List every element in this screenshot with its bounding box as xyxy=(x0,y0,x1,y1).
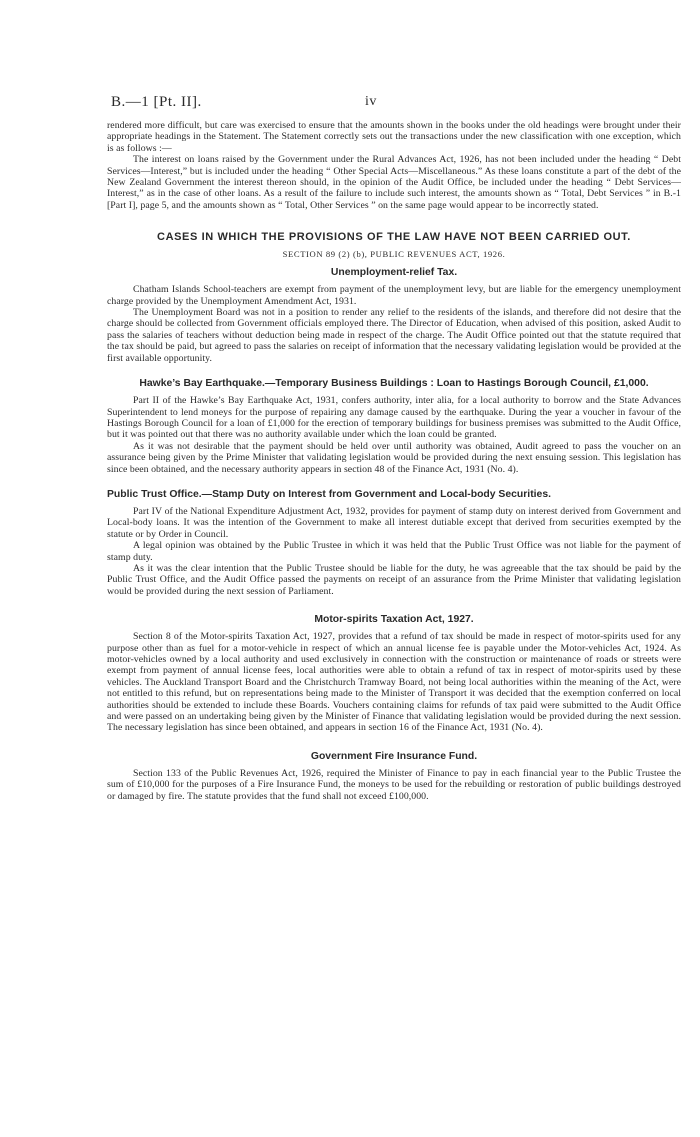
hawkes-bay-paragraph-2: As it was not desirable that the payment should be held over until authority was obtained, Audit agreed to pass the voucher on an assurance being given by the Prime Minister that validating legislation would be provided during the next ensuing session. This legislation has since been obtained, and the necessary authority appears in section 48 of the Finance Act, 1931 (No. 4). xyxy=(107,440,681,475)
heading-motor-spirits-taxation: Motor-spirits Taxation Act, 1927. xyxy=(314,614,474,626)
unemployment-paragraph-2: The Unemployment Board was not in a position to render any relief to the residents of the islands, and therefore did not desire that the charge should be collected from Government officials employed there. The Director of Education, when advised of this position, asked Audit to pass the salaries of teachers without deduction being made in respect of the charge. The Audit Office pointed out that the statute required that the tax should be paid, but agreed to pass the salaries on receipt of information that the necessary validating legislation would be provided at the first available opportunity. xyxy=(107,307,681,364)
public-trust-paragraph-1: Part IV of the National Expenditure Adjustment Act, 1932, provides for payment of stamp duty on interest derived from Government and Local-body loans. It was the intention of the Government to make all interest dutiable except that derived from securities exempted by the statute or by Order in Council. xyxy=(107,505,681,540)
intro-paragraph-2: The interest on loans raised by the Government under the Rural Advances Act, 1926, has not been included under the heading “ Debt Services—Interest,” but is included under the heading “ Other Special Acts—Miscellaneous.” As these loans constitute a part of the debt of the New Zealand Government the interest thereon should, in the opinion of the Audit Office, be included under the heading “ Debt Services—Interest,” as in the case of other loans. As a result of the failure to include such interest, the amounts shown as “ Total, Debt Services ” in B.-1 [Part I], page 5, and the amounts shown as “ Total, Other Services ” on the same page would appear to be incorrectly stated. xyxy=(107,154,681,211)
motor-spirits-paragraph-1: Section 8 of the Motor-spirits Taxation Act, 1927, provides that a refund of tax should be made in respect of motor-spirits used for any purpose other than as fuel for a motor-vehicle in respect of which an annual license fee is payable under the Motor-vehicles Act, 1924. As motor-vehicles owned by a local authority and used exclusively in connection with the construction or maintenance of roads or streets were exempt from payment of annual license fees, local authorities were able to obtain a refund of tax in respect of motor-spirits used by these vehicles. The Auckland Transport Board and the Christchurch Tramway Board, not being local authorities within the meaning of the Act, were not entitled to this refund, but on representations being made to the Minister of Transport it was decided that the exemption conferred on local authorities should be extended to include these Boards. Vouchers containing claims for refunds of tax paid were submitted to the Audit Office and were passed on an undertaking being given by the Minister of Finance that validating legislation would be provided during the next session. The necessary legislation has since been obtained, and appears in section 16 of the Finance Act, 1931 (No. 4). xyxy=(107,631,681,734)
page-header xyxy=(107,94,681,120)
public-trust-paragraph-2: A legal opinion was obtained by the Public Trustee in which it was held that the Public Trust Office was not liable for the payment of stamp duty. xyxy=(107,540,681,563)
section-title: CASES IN WHICH THE PROVISIONS OF THE LAW HAVE NOT BEEN CARRIED OUT. xyxy=(157,231,631,244)
report-reference: B.—1 [Pt. II]. xyxy=(111,94,202,110)
heading-unemployment-relief-tax: Unemployment-relief Tax. xyxy=(330,267,458,279)
public-trust-paragraph-3: As it was the clear intention that the Public Trustee should be liable for the duty, he was agreeable that the tax should be paid by the Public Trust Office, and the Audit Office passed the payments on receipt of an assurance from the Prime Minister that validating legislation would be provided during the next session of Parliament. xyxy=(107,562,681,597)
intro-paragraph-1: rendered more difficult, but care was exercised to ensure that the amounts shown in the books under the old headings were brought under their appropriate headings in the Statement. The Statement correctly sets out the transactions under the new classification with one exception, which is as follows :— xyxy=(107,120,681,154)
section-subreference: SECTION 89 (2) (b), PUBLIC REVENUES ACT, 1926. xyxy=(282,249,506,260)
heading-public-trust-office: Public Trust Office.—Stamp Duty on Interest from Government and Local-body Securities. xyxy=(107,488,551,500)
heading-hawkes-bay-earthquake: Hawke’s Bay Earthquake.—Temporary Business Buildings : Loan to Hastings Borough Council, £1,000. xyxy=(139,378,649,390)
hawkes-bay-paragraph-1: Part II of the Hawke’s Bay Earthquake Act, 1931, confers authority, inter alia, for a local authority to borrow and the State Advances Superintendent to lend moneys for the purpose of repairing any damage caused by the earthquake. During the year a voucher in favour of the Hastings Borough Council for a loan of £1,000 for the erection of temporary buildings for business premises was submitted to the Audit Office, but it was pointed out that there was no authority available under which the loan could be granted. xyxy=(107,395,681,441)
unemployment-paragraph-1: Chatham Islands School-teachers are exempt from payment of the unemployment levy, but are liable for the emergency unemployment charge provided by the Unemployment Amendment Act, 1931. xyxy=(107,284,681,307)
fire-insurance-paragraph-1: Section 133 of the Public Revenues Act, 1926, required the Minister of Finance to pay in each financial year to the Public Trustee the sum of £10,000 for the purposes of a Fire Insurance Fund, the moneys to be used for the rebuilding or restoration of public buildings destroyed or damaged by fire. The statute provides that the fund shall not exceed £100,000. xyxy=(107,767,681,802)
page-number: iv xyxy=(365,94,377,109)
heading-government-fire-insurance: Government Fire Insurance Fund. xyxy=(310,750,478,762)
